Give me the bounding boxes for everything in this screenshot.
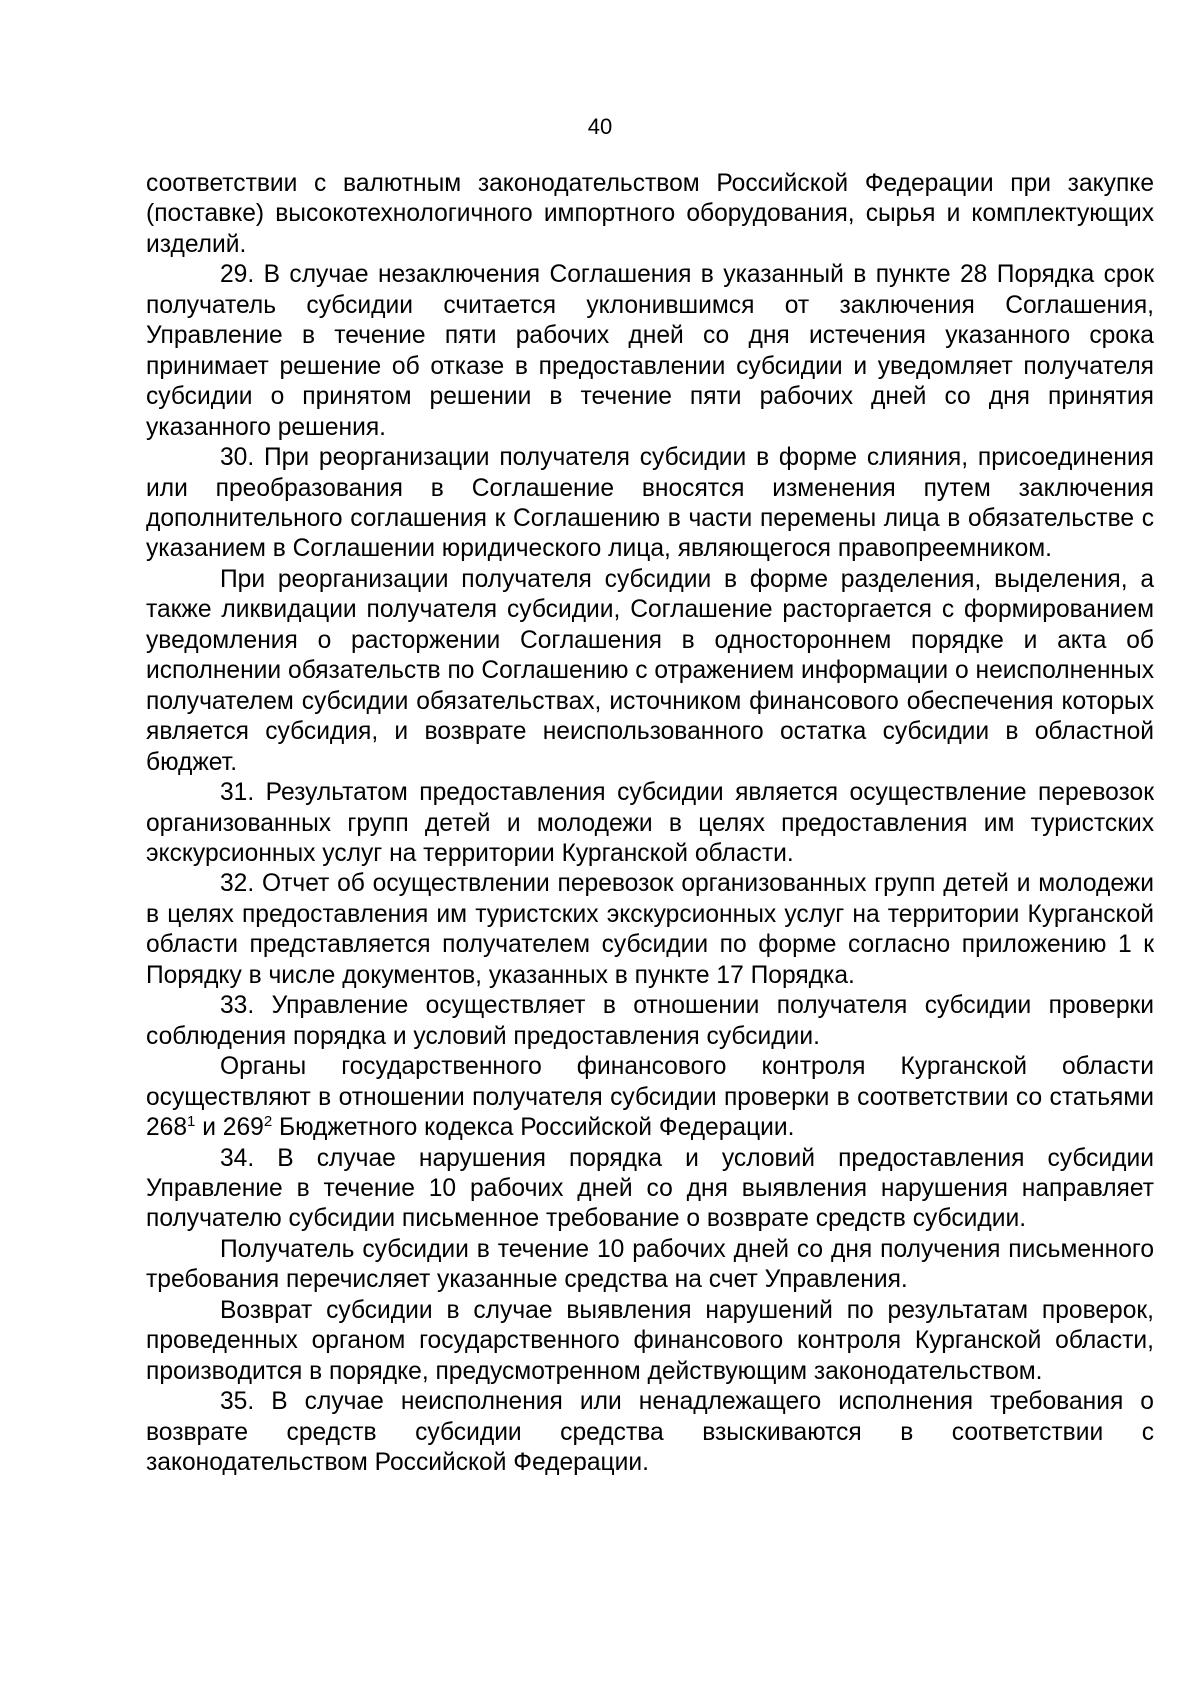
paragraph-text: Органы государственного финансового контроля Курганской области осуществляют в отношении получателя субсидии проверки в соответствии со статьями 268: [146, 1053, 1154, 1142]
paragraph-item-34-refund: Возврат субсидии в случае выявления нарушений по результатам проверок, проведенных органом государственного финансового контроля Курганской области, производится в порядке, предусмотренном действующим законодательством.: [146, 1296, 1154, 1385]
paragraph-continuation: соответствии с валютным законодательством Российской Федерации при закупке (поставке) высокотехнологичного импортного оборудования, сырья и комплектующих изделий.: [146, 170, 1154, 258]
paragraph-item-31: 31. Результатом предоставления субсидии является осуществление перевозок организованных групп детей и молодежи в целях предоставления им туристских экскурсионных услуг на территории Курганской области.: [146, 779, 1154, 867]
page-number: 40: [587, 114, 613, 139]
paragraph-item-33: 33. Управление осуществляет в отношении получателя субсидии проверки соблюдения порядка и условий предоставления субсидии.: [146, 992, 1154, 1050]
paragraph-text: Бюджетного кодекса Российской Федерации.: [272, 1114, 795, 1142]
superscript: 2: [263, 1113, 273, 1131]
superscript: 1: [187, 1113, 196, 1131]
document-body: [146, 169, 1154, 1478]
paragraph-item-33-control-bodies: [146, 1052, 1154, 1143]
paragraph-text: и 269: [195, 1114, 264, 1142]
paragraph-item-34: 34. В случае нарушения порядка и условий предоставления субсидии Управление в течение 10 рабочих дней со дня выявления нарушения направляет получателю субсидии письменное требование о возврате средств субсидии.: [146, 1144, 1154, 1233]
paragraph-item-29: 29. В случае незаключения Соглашения в указанный в пункте 28 Порядка срок получатель субсидии считается уклонившимся от заключения Соглашения, Управление в течение пяти рабочих дней со дня истечения указанного срока принимает решение об отказе в предоставлении субсидии и уведомляет получателя субсидии о принятом решении в течение пяти рабочих дней со дня принятия указанного решения.: [146, 261, 1154, 441]
paragraph-item-34-recipient: Получатель субсидии в течение 10 рабочих дней со дня получения письменного требования перечисляет указанные средства на счет Управления.: [146, 1235, 1154, 1294]
paragraph-item-30: 30. При реорганизации получателя субсидии в форме слияния, присоединения или преобразования в Соглашение вносятся изменения путем заключения дополнительного соглашения к Соглашению в части перемены лица в обязательстве с указанием в Соглашении юридического лица, являющегося правопреемником.: [146, 444, 1154, 563]
paragraph-item-35: 35. В случае неисполнения или ненадлежащего исполнения требования о возврате средств субсидии средства взыскиваются в соответствии с законодательством Российской Федерации.: [146, 1388, 1154, 1477]
paragraph-item-32: 32. Отчет об осуществлении перевозок организованных групп детей и молодежи в целях предоставления им туристских экскурсионных услуг на территории Курганской области представляется получателем субсидии по форме согласно приложению 1 к Порядку в числе документов, указанных в пункте 17 Порядка.: [146, 870, 1154, 989]
paragraph-item-30-reorganization: При реорганизации получателя субсидии в форме разделения, выделения, а также ликвидации получателя субсидии, Соглашение расторгается с формированием уведомления о расторжении Соглашения в одностороннем порядке и акта об исполнении обязательств по Соглашению с отражением информации о неисполненных получателем субсидии обязательствах, источником финансового обеспечения которых является субсидия, и возврате неиспользованного остатка субсидии в областной бюджет.: [146, 565, 1154, 776]
